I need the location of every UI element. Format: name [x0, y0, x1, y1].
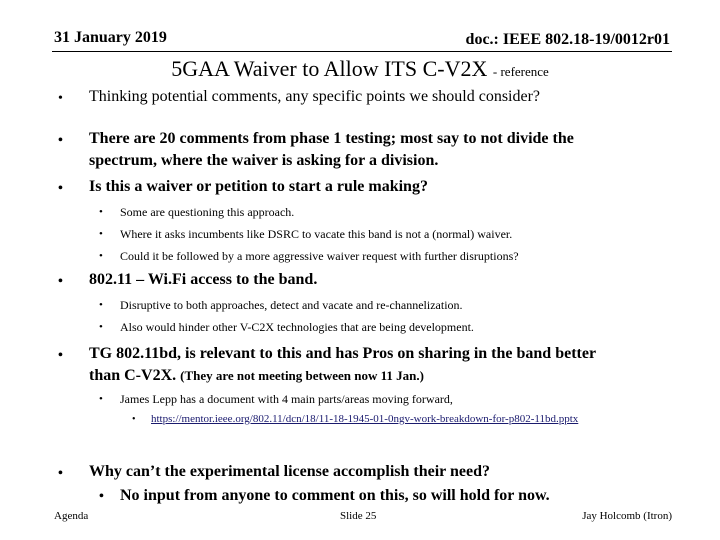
bullet-marker: • — [58, 181, 63, 196]
bullet-text-line2-main: than C-V2X. — [89, 367, 177, 384]
bullet-marker: • — [58, 133, 63, 148]
sub-bullet-marker: • — [99, 228, 103, 240]
bullet-text-line2: spectrum, where the waiver is asking for a division. — [89, 152, 439, 169]
sub-bullet-marker: • — [99, 489, 104, 504]
sub-bullet-marker: • — [99, 321, 103, 333]
sub-bullet-text: No input from anyone to comment on this, so will hold for now. — [120, 487, 550, 504]
sub-bullet-text: Where it asks incumbents like DSRC to vacate this band is not a (normal) waiver. — [120, 227, 513, 241]
bullet-marker: • — [58, 274, 63, 289]
sub-bullet-marker: • — [99, 393, 103, 405]
slide-title-suffix: - reference — [492, 64, 549, 79]
bullet-text: Thinking potential comments, any specific points we should consider? — [89, 88, 541, 105]
bullet-text: Why can’t the experimental license accomplish their need? — [89, 463, 490, 480]
slide-title — [0, 56, 720, 82]
sub-bullet-text: Some are questioning this approach. — [120, 205, 295, 219]
sub-bullet-marker: • — [99, 206, 103, 218]
bullet-text-line1: There are 20 comments from phase 1 testing; most say to not divide the — [89, 130, 574, 147]
footer-author: Jay Holcomb (Itron) — [582, 510, 672, 522]
bullet-text: Is this a waiver or petition to start a rule making? — [89, 178, 428, 195]
mentor-document-link[interactable]: https://mentor.ieee.org/802.11/dcn/18/11-18-1945-01-0ngv-work-breakdown-for-p802-11bd.pptx — [151, 413, 579, 425]
sub-bullet-marker: • — [99, 250, 103, 262]
bullet-marker: • — [58, 91, 63, 106]
slide-title-main: 5GAA Waiver to Allow ITS C-V2X — [171, 56, 488, 81]
sub-bullet-marker: • — [99, 299, 103, 311]
bullet-text: 802.11 – Wi.Fi access to the band. — [89, 271, 318, 288]
bullet-text-line2 — [89, 367, 424, 385]
bullet-text-line2-note: (They are not meeting between now 11 Jan.) — [180, 368, 424, 383]
header-doc-id: doc.: IEEE 802.18-19/0012r01 — [465, 31, 670, 48]
bullet-marker: • — [58, 466, 63, 481]
footer-slide-number: Slide 25 — [340, 510, 377, 522]
sub-bullet-text: Also would hinder other V-C2X technologies that are being development. — [120, 320, 474, 334]
header-divider — [52, 51, 672, 52]
bullet-text-line1: TG 802.11bd, is relevant to this and has Pros on sharing in the band better — [89, 345, 597, 362]
sub-bullet-text: James Lepp has a document with 4 main parts/areas moving forward, — [120, 392, 453, 406]
sub-bullet-text: Could it be followed by a more aggressive waiver request with further disruptions? — [120, 249, 519, 263]
bullet-marker: • — [58, 348, 63, 363]
sub-bullet-text: Disruptive to both approaches, detect and vacate and re-channelization. — [120, 298, 463, 312]
footer-agenda: Agenda — [54, 510, 89, 522]
sub-sub-bullet-marker: • — [132, 414, 136, 425]
header-date: 31 January 2019 — [54, 29, 167, 46]
